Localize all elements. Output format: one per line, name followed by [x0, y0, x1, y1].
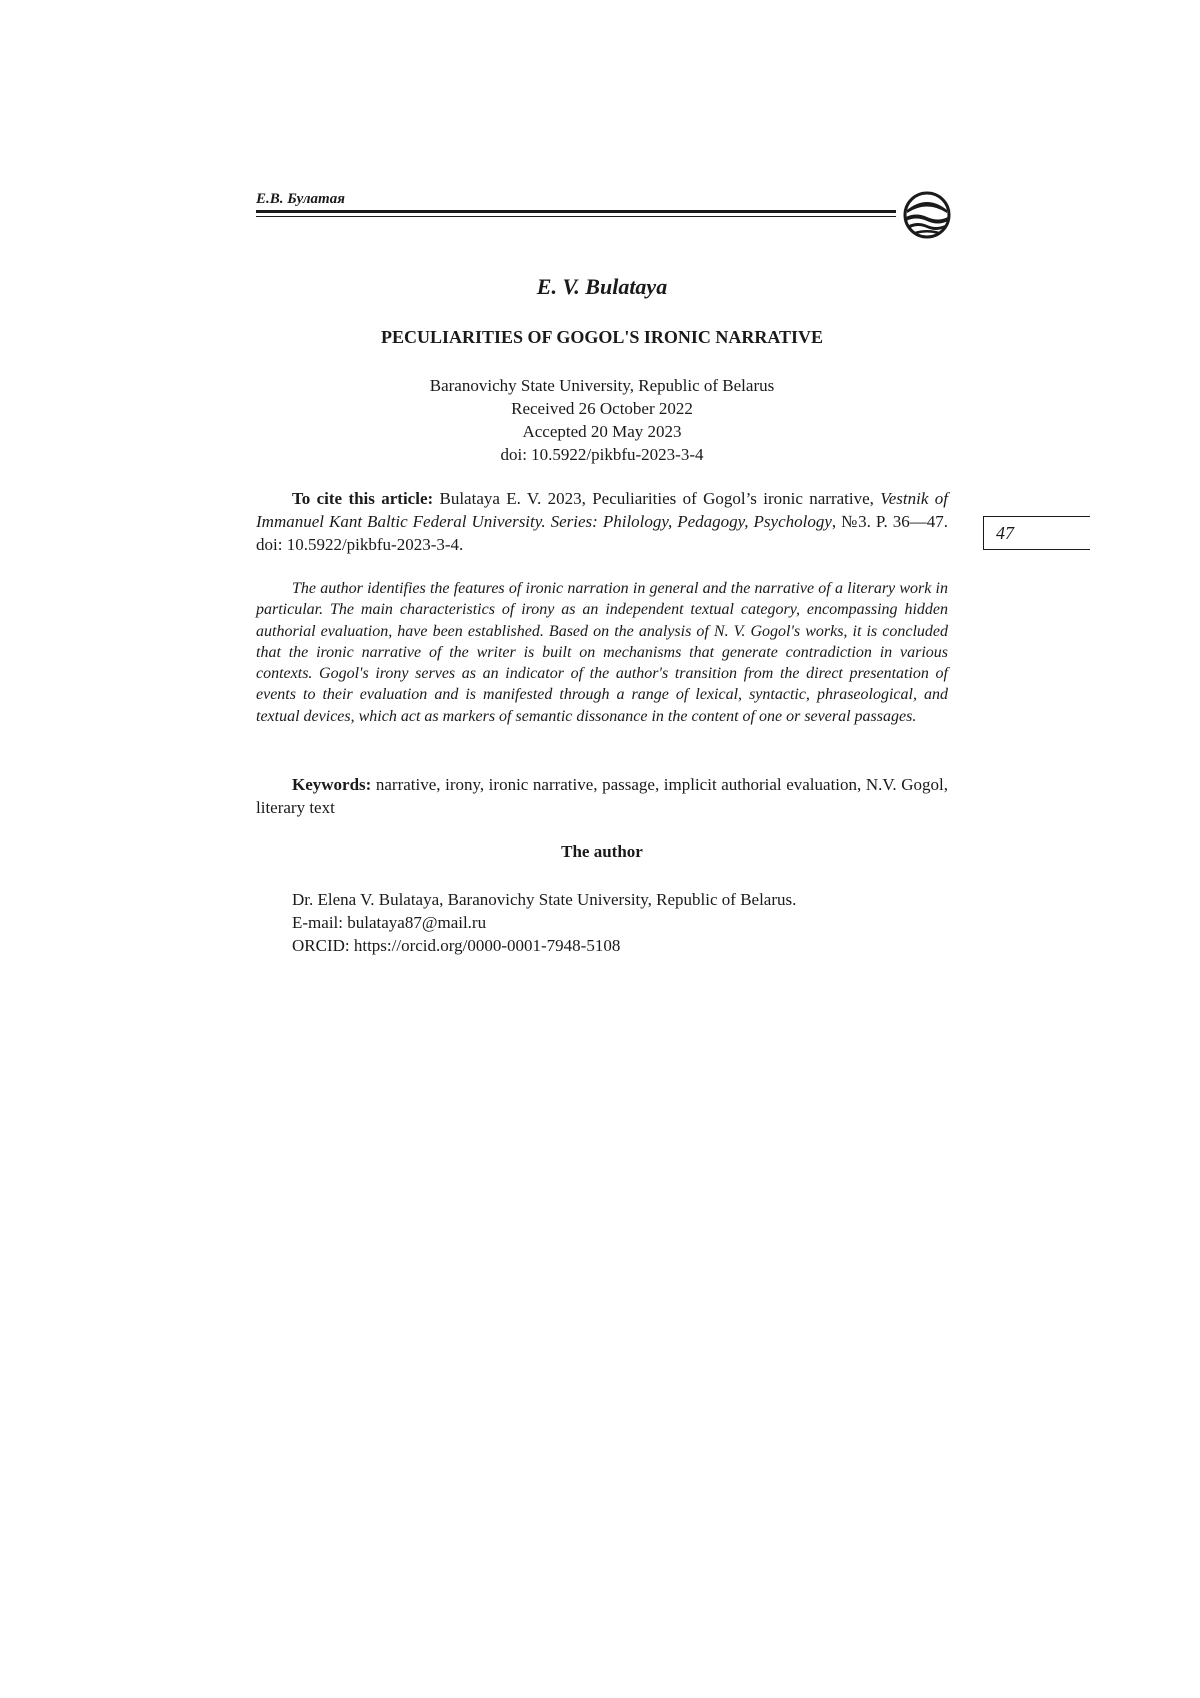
affiliation: Baranovichy State University, Republic of Belarus [429, 376, 775, 395]
keywords [256, 773, 948, 819]
citation-text-2: , №3. P. 36—47. doi: 10.5922/pikbfu-2023-3-4. [256, 512, 948, 554]
keywords-label: Keywords: [292, 775, 372, 794]
email-line: E-mail: bulataya87@mail.ru [292, 913, 487, 932]
doi: doi: 10.5922/pikbfu-2023-3-4 [500, 445, 704, 464]
header-rule-thin [256, 216, 896, 217]
author-section-heading: The author [561, 842, 643, 861]
abstract: The author identifies the features of ironic narration in general and the narrative of a literary work in particular. The main characteristics of irony as an independent textual category, encompassing hidden authorial evaluation, have been established. Based on the analysis of N. V. Gogol's works, it is concluded that the ironic narrative of the writer is built on mechanisms that generate contradiction in various contexts. Gogol's irony serves as an indicator of the author's transition from the direct presentation of events to their evaluation and is manifested through a range of lexical, syntactic, phraseological, and textual devices, which act as markers of semantic dissonance in the content of one or several passages. [256, 580, 948, 725]
running-head: Е.В. Булатая [256, 191, 345, 207]
received-date: Received 26 October 2022 [511, 399, 693, 418]
citation-journal: Vestnik of Immanuel Kant Baltic Federal University. Series: Philology, Pedagogy, Psychology [256, 489, 948, 531]
orcid-line: ORCID: https://orcid.org/0000-0001-7948-5108 [292, 936, 621, 955]
header-rule-thick [256, 210, 896, 213]
citation [256, 487, 948, 556]
page-number: 47 [996, 523, 1014, 543]
article-title: PECULIARITIES OF GOGOL'S IRONIC NARRATIVE [380, 327, 824, 347]
article-meta [256, 374, 948, 466]
journal-wave-logo-icon [902, 190, 952, 240]
author-line: Dr. Elena V. Bulataya, Baranovichy State University, Republic of Belarus. [292, 890, 797, 909]
accepted-date: Accepted 20 May 2023 [522, 422, 682, 441]
keywords-text: narrative, irony, ironic narrative, passage, implicit authorial evaluation, N.V. Gogol, literary text [256, 775, 948, 817]
page-number-box [983, 516, 1090, 550]
article-author: E. V. Bulataya [536, 274, 668, 299]
citation-text-1: Bulataya E. V. 2023, Peculiarities of Gogol’s ironic narrative, [433, 489, 881, 508]
citation-label: To cite this article: [292, 489, 434, 508]
author-info [292, 888, 948, 957]
